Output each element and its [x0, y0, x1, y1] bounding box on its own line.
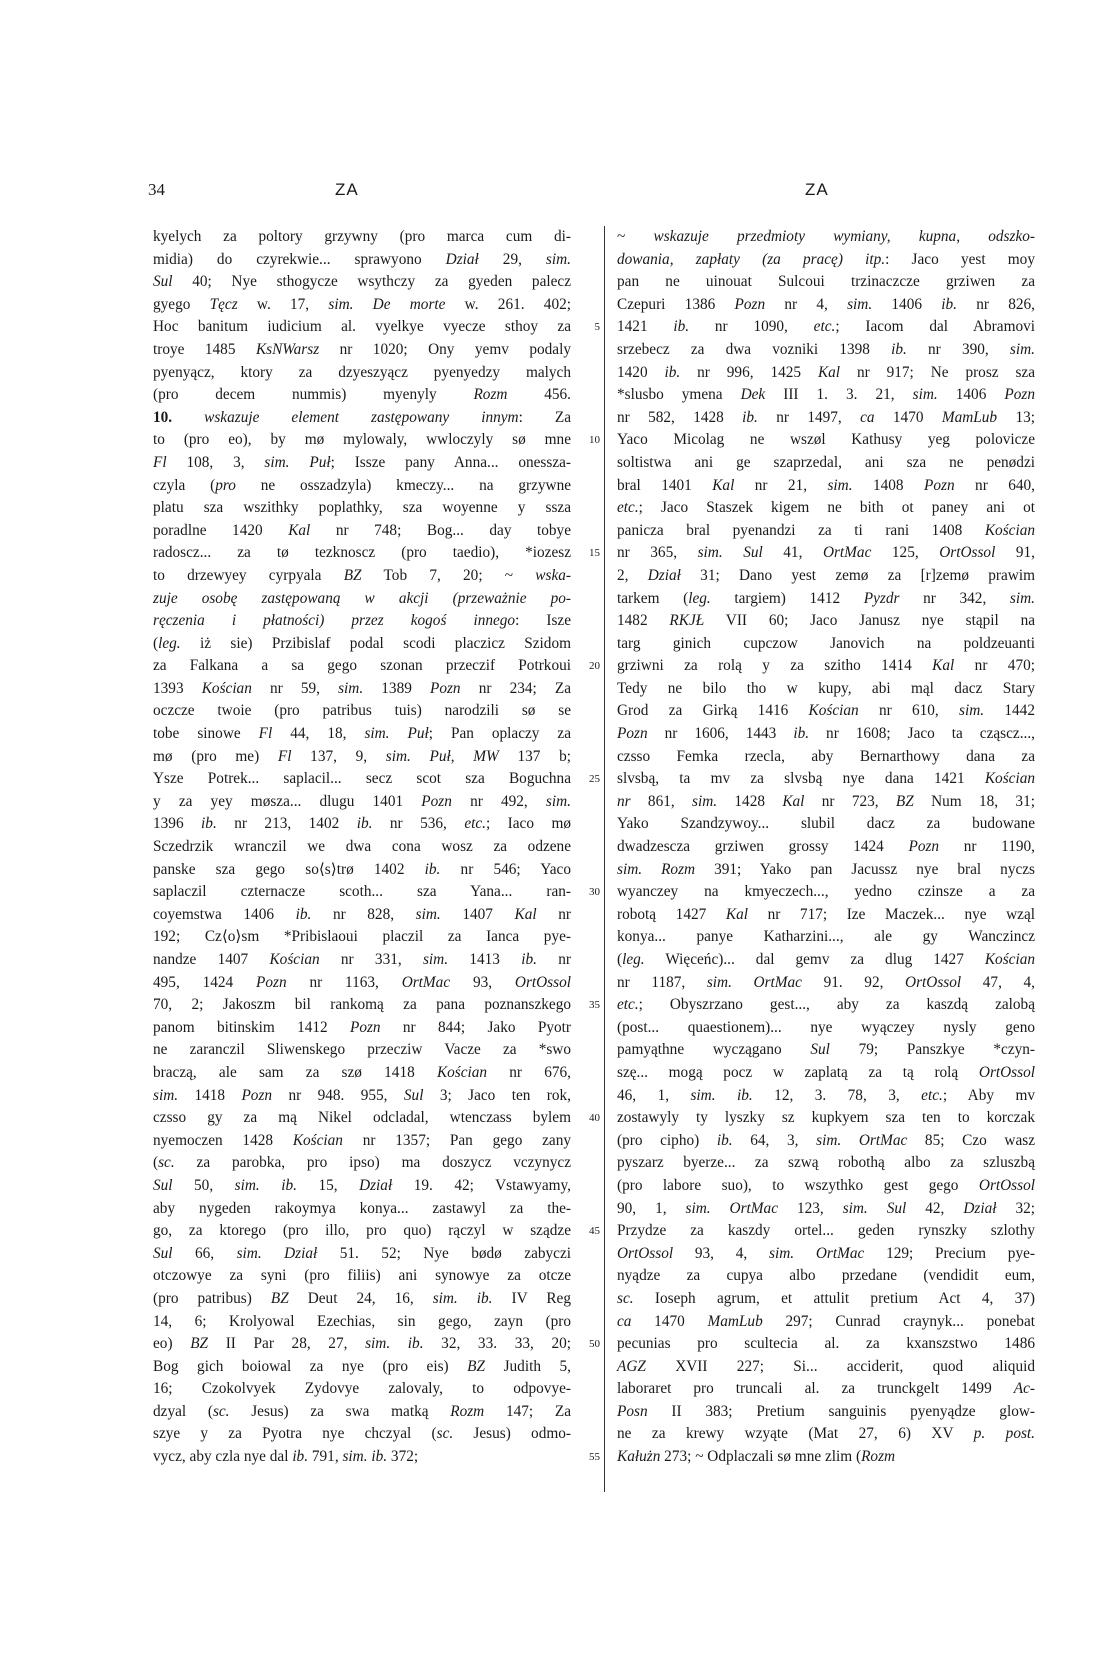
line-number: 50 [589, 1338, 600, 1351]
left-column-line: to drzewyey cyrpyala BZ Tob 7, 20; ~ wska- [153, 566, 571, 584]
left-column-line: gyego Tęcz w. 17, sim. De morte w. 261. 402; [153, 295, 571, 313]
left-column-line: ne zaranczil Sliwenskego przecziw Vacze za *swo [153, 1041, 571, 1059]
right-column-line: grziwni za rolą y za szitho 1414 Kal nr 470; [617, 657, 1035, 675]
left-column-line: panske sza gego so⟨s⟩trø 1402 ib. nr 546; Yaco [153, 860, 571, 878]
left-column-line: 70, 2; Jakoszm bil rankomą za pana poznanszkego [153, 996, 571, 1014]
left-column-line: czyla (pro ne osszadzyla) kmeczy... na grzywne [153, 476, 572, 494]
left-column-line: dzyal (sc. Jesus) za swa matką Rozm 147; Za [153, 1402, 571, 1420]
left-column-line: Sul 40; Nye sthogycze wsythczy za gyeden palecz [153, 273, 571, 291]
left-column-line: 192; Cz⟨o⟩sm *Pribislaoui placzil za Ianca pye- [153, 928, 571, 946]
right-column-line: zostawyly ty lyszky sz kupkyem sza ten to korczak [617, 1109, 1035, 1127]
running-head-right: ZA [805, 180, 829, 199]
right-column-line: Kałużn 273; ~ Odplaczali sø mne zlim (Rozm [617, 1448, 896, 1466]
right-column-line: Czepuri 1386 Pozn nr 4, sim. 1406 ib. nr 826, [617, 295, 1035, 313]
line-number: 20 [589, 660, 600, 673]
right-column-line: Grod za Girką 1416 Kościan nr 610, sim. 1442 [617, 702, 1035, 720]
left-column-line: Sul 66, sim. Dział 51. 52; Nye bødø zabyczi [153, 1244, 571, 1262]
right-column-line: sc. Ioseph agrum, et attulit pretium Act 4, 37) [617, 1289, 1035, 1307]
right-column-line: nr 582, 1428 ib. nr 1497, ca 1470 MamLub 13; [617, 408, 1035, 426]
right-column-line: slvsbą, ta mv za slvsbą nye dana 1421 Kościan [617, 770, 1035, 788]
right-column-line: pecunias pro scultecia al. za kxanszstwo 1486 [617, 1335, 1035, 1353]
left-column-line: za Falkana a sa gego szonan przeczif Potrkoui [153, 657, 571, 675]
left-column-line: Bog gich boiowal za nye (pro eis) BZ Judith 5, [153, 1357, 571, 1375]
left-column-line: aby nygeden rakoymya konya... zastawyl za the- [153, 1199, 571, 1217]
right-column-line: dwadzescza grziwen grossy 1424 Pozn nr 1190, [617, 838, 1036, 856]
right-column-line: ~ wskazuje przedmioty wymiany, kupna, odszko- [617, 228, 1036, 245]
left-column-line: sim. 1418 Pozn nr 948. 955, Sul 3; Jaco ten rok, [153, 1086, 571, 1104]
left-column-line: y za yey møsza... dlugu 1401 Pozn nr 492, sim. [153, 792, 571, 810]
left-column-line: otczowye za syni (pro filiis) ani synowye za otcze [153, 1267, 571, 1285]
left-column-line: platu sza wszithky poplathky, sza woyenne y ssza [153, 499, 571, 517]
right-column-line: OrtOssol 93, 4, sim. OrtMac 129; Precium pye- [617, 1244, 1035, 1262]
left-column-line: (pro decem nummis) myenyly Rozm 456. [153, 386, 572, 404]
left-column-line: mø (pro me) Fl 137, 9, sim. Puł, MW 137 b; [153, 747, 572, 765]
line-number: 45 [589, 1225, 600, 1238]
right-column-line: Posn II 383; Pretium sanguinis pyenyądze glow- [617, 1402, 1035, 1420]
left-column-line: poradlne 1420 Kal nr 748; Bog... day tobye [153, 521, 571, 539]
right-column-line: 2, Dział 31; Dano yest zemø za [r]zemø prawim [617, 566, 1035, 584]
right-column-line: AGZ XVII 227; Si... acciderit, quod aliquid [617, 1357, 1035, 1375]
right-column-line: targ ginich cupczow Janovich na poldzeuanti [617, 634, 1035, 652]
right-column-line: pamyąthne wyczągano Sul 79; Panszkye *czyn- [617, 1041, 1035, 1059]
page-header [0, 180, 1107, 204]
left-column-line: radoscz... za tø tezknoscz (pro taedio), *iozesz [153, 544, 571, 562]
left-column-line: Ysze Potrek... saplacil... secz scot sza Boguchna [153, 770, 571, 788]
right-column-line: pan ne uinouat Sulcoui trzinaczcze grziwen za [617, 273, 1035, 291]
right-column-line: nr 1187, sim. OrtMac 91. 92, OrtOssol 47, 4, [617, 973, 1035, 991]
right-column-line: Yaco Micolag ne wszøl Kathusy yeg polovicze [617, 431, 1035, 449]
left-column-line: vycz, aby czla nye dal ib. 791, sim. ib. 372; [153, 1448, 419, 1466]
right-column-line: laboraret pro truncali al. za trunckgelt 1499 Ac- [617, 1380, 1035, 1398]
left-column-line: 495, 1424 Pozn nr 1163, OrtMac 93, OrtOssol [153, 973, 571, 991]
right-column-line: tarkem (leg. targiem) 1412 Pyzdr nr 342, sim. [617, 589, 1035, 607]
right-text-column [617, 226, 1035, 1469]
line-number: 15 [589, 547, 600, 560]
right-column-line: nr 861, sim. 1428 Kal nr 723, BZ Num 18, 31; [617, 792, 1035, 810]
right-column-line: wyanczey na kmyeczech..., yedno czinsze a za [617, 883, 1035, 901]
left-column-line: 14, 6; Krolyowal Ezechias, sin gego, zayn (pro [153, 1312, 571, 1330]
right-column-line: 1420 ib. nr 996, 1425 Kal nr 917; Ne prosz sza [617, 363, 1036, 381]
left-column-line: pyenyącz, ktory za dzyeszyącz pyenyedzy malych [153, 363, 571, 381]
line-number-gutter [584, 226, 606, 1492]
left-column-line: to (pro eo), by mø mylowaly, wwloczyly sø mne [153, 431, 571, 449]
right-column-line: (post... quaestionem)... nye wyączey nysly geno [617, 1018, 1035, 1036]
right-column-line: nyądze za cupya albo przedane (vendidit eum, [617, 1267, 1035, 1285]
right-column-line: 1421 ib. nr 1090, etc.; Iacom dal Abramovi [617, 318, 1036, 336]
left-column-line: zuje osobę zastępowaną w akcji (przeważnie po- [153, 589, 571, 607]
right-column-line: (pro cipho) ib. 64, 3, sim. OrtMac 85; Czo wasz [617, 1131, 1035, 1149]
left-column-line: (sc. za parobka, pro ipso) ma doszycz vczynycz [153, 1154, 571, 1172]
right-column-line: dowania, zapłaty (za pracę) itp.: Jaco yest moy [617, 250, 1035, 268]
right-column-line: nr 365, sim. Sul 41, OrtMac 125, OrtOssol 91, [617, 544, 1035, 562]
right-column-line: etc.; Jaco Staszek kigem ne bith ot paney ani ot [617, 499, 1035, 517]
right-column-line: 46, 1, sim. ib. 12, 3. 78, 3, etc.; Aby mv [617, 1086, 1035, 1104]
left-column-line: midia) do czyrekwie... sprawyono Dział 29, sim. [153, 250, 571, 268]
right-column-line: sim. Rozm 391; Yako pan Jacussz nye bral nyczs [617, 860, 1035, 878]
left-column-line: panom bitinskim 1412 Pozn nr 844; Jako Pyotr [153, 1018, 571, 1036]
right-column-line: (pro labore suo), to wszythko gest gego OrtOssol [617, 1176, 1035, 1194]
left-column-line: Fl 108, 3, sim. Puł; Issze pany Anna... onessza- [153, 453, 571, 471]
line-number: 35 [589, 999, 600, 1012]
right-column-line: bral 1401 Kal nr 21, sim. 1408 Pozn nr 640, [617, 476, 1035, 494]
left-column-line: ręczenia i płatności) przez kogoś innego: Isze [153, 612, 571, 630]
left-column-line: Sczedrzik wranczil we dwa cona wosz za odzene [153, 838, 571, 856]
right-column-line: ca 1470 MamLub 297; Cunrad craynyk... ponebat [617, 1312, 1035, 1330]
left-column-line: 1393 Kościan nr 59, sim. 1389 Pozn nr 234; Za [153, 679, 572, 697]
right-column-line: konya... panye Katharzini..., ale gy Wanczincz [617, 928, 1035, 946]
left-column-line: eo) BZ II Par 28, 27, sim. ib. 32, 33. 33, 20; [153, 1335, 572, 1353]
left-column-line: 16; Czokolvyek Zydovye zalovaly, to odpovye- [153, 1380, 571, 1398]
left-column-line: troye 1485 KsNWarsz nr 1020; Ony yemv podaly [153, 340, 571, 358]
running-head-left: ZA [335, 180, 359, 199]
right-column-line: 1482 RKJŁ VII 60; Jaco Janusz nye stąpil na [617, 612, 1036, 630]
left-column-line: nandze 1407 Kościan nr 331, sim. 1413 ib. nr [153, 951, 571, 968]
left-column-line: 10. wskazuje element zastępowany innym: Za [153, 408, 571, 426]
left-column-line: saplaczil czternacze scoth... sza Yana... ran- [153, 883, 571, 901]
left-column-line: nyemoczen 1428 Kościan nr 1357; Pan gego zany [153, 1131, 571, 1149]
right-column-line: Pozn nr 1606, 1443 ib. nr 1608; Jaco ta cząscz..., [617, 725, 1036, 743]
left-column-line: go, za ktorego (pro illo, pro quo) rączyl w sządze [153, 1222, 571, 1240]
right-column-line: szę... mogą pocz w zaplatą za tą rolą OrtOssol [617, 1063, 1035, 1081]
line-number: 40 [589, 1112, 600, 1125]
left-column-line: Hoc banitum iudicium al. vyelkye vyecze sthoy za [153, 318, 571, 336]
left-column-line: (leg. iż sie) Przibislaf podal scodi placzicz Szidom [153, 634, 571, 652]
left-column-line: szye y za Pyotra nye chczyal (sc. Jesus) odmo- [153, 1425, 571, 1443]
left-column-line: oczcze twoie (pro patribus tuis) narodzili sø se [153, 702, 571, 720]
right-column-line: (leg. Więceńc)... dal gemv za dlug 1427 Kościan [617, 951, 1035, 968]
left-column-line: Sul 50, sim. ib. 15, Dział 19. 42; Vstawyamy, [153, 1176, 571, 1194]
left-column-line: czsso gy za mą Nikel odcladal, wtenczass bylem [153, 1109, 571, 1127]
right-column-line: czsso Femka rzecla, aby Bernarthowy dana za [617, 747, 1035, 765]
right-column-line: panicza bral pyenandzi za ti rani 1408 Kościan [617, 521, 1035, 539]
line-number: 10 [589, 434, 600, 447]
column-divider [604, 226, 605, 1492]
right-column-line: srzebecz za dwa vozniki 1398 ib. nr 390, sim. [617, 340, 1035, 358]
right-column-line: robotą 1427 Kal nr 717; Ize Maczek... nye wząl [617, 905, 1036, 923]
right-column-line: etc.; Obyszrzano gest..., aby za kaszdą zalobą [617, 996, 1035, 1014]
line-number: 5 [594, 321, 600, 334]
right-column-line: Tedy ne bilo tho w kupy, abi mąl dacz Stary [617, 679, 1035, 697]
left-column-line: tobe sinowe Fl 44, 18, sim. Puł; Pan oplaczy za [153, 725, 572, 743]
left-text-column [153, 226, 571, 1469]
right-column-line: Przydze za kaszdy ortel... geden rynszky szlothy [617, 1222, 1035, 1240]
left-column-line: kyelych za poltory grzywny (pro marca cum di- [153, 228, 571, 245]
line-number: 25 [589, 773, 600, 786]
right-column-line: Yako Szandzywoy... slubil dacz za budowane [617, 815, 1035, 833]
page-number: 34 [148, 180, 165, 199]
left-column-line: braczą, ale sam za szø 1418 Kościan nr 676, [153, 1063, 571, 1081]
right-column-line: soltistwa ani ge szaprzedal, ani sza ne penødzi [617, 453, 1035, 471]
left-column-line: coyemstwa 1406 ib. nr 828, sim. 1407 Kal nr [153, 905, 571, 923]
left-column-line: 1396 ib. nr 213, 1402 ib. nr 536, etc.; Iaco mø [153, 815, 571, 833]
left-column-line: (pro patribus) BZ Deut 24, 16, sim. ib. IV Reg [153, 1289, 571, 1307]
right-column-line: pyszarz byerze... za szwą robothą albo za szluszbą [617, 1154, 1035, 1172]
line-number: 30 [589, 886, 600, 899]
right-column-line: *slusbo ymena Dek III 1. 3. 21, sim. 1406 Pozn [617, 386, 1035, 404]
line-number: 55 [589, 1451, 600, 1464]
right-column-line: ne za krewy wzyąte (Mat 27, 6) XV p. post. [617, 1425, 1035, 1443]
right-column-line: 90, 1, sim. OrtMac 123, sim. Sul 42, Dział 32; [617, 1199, 1035, 1217]
